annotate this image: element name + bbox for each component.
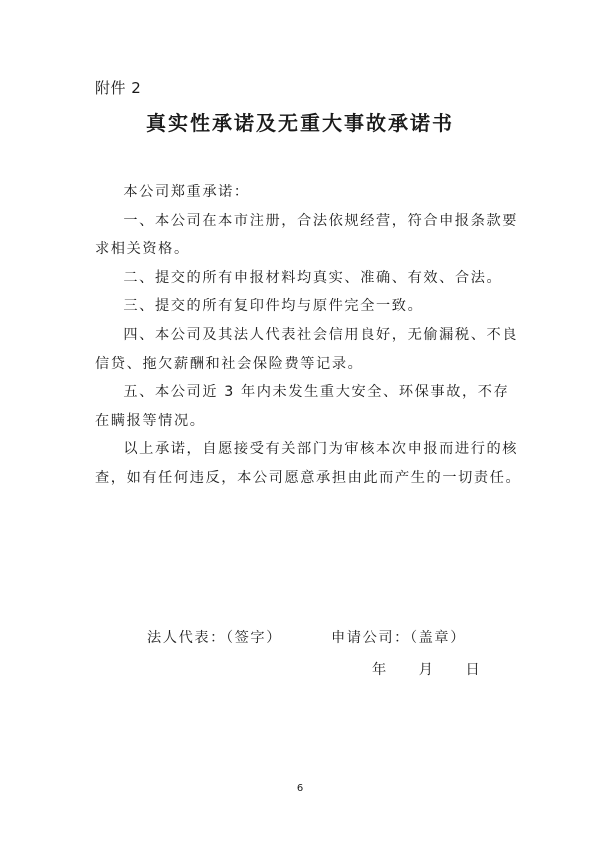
date-month: 月 (418, 662, 433, 678)
intro-line: 本公司郑重承诺： (123, 184, 250, 200)
date-line (372, 659, 494, 679)
page-number: 6 (296, 783, 304, 794)
paragraph-2: 二、提交的所有申报材料均真实、准确、有效、合法。 (123, 269, 503, 286)
document-body (95, 178, 525, 493)
paragraph-3: 三、提交的所有复印件均与原件完全一致。 (123, 298, 424, 315)
paragraph-closing: 以上承诺，自愿接受有关部门为审核本次申报而进行的核查，如有任何违反，本公司愿意承担由此而产生的一切责任。 (95, 441, 522, 486)
company-seal-label: 申请公司：（盖章） (331, 630, 466, 646)
date-year: 年 (372, 662, 387, 678)
attachment-label: 附件 2 (95, 79, 142, 97)
document-title: 真实性承诺及无重大事故承诺书 (146, 111, 454, 135)
legal-rep-signature-label: 法人代表：（签字） (147, 630, 282, 646)
paragraph-1: 一、本公司在本市注册，合法依规经营，符合申报条款要求相关资格。 (95, 212, 519, 258)
date-day: 日 (465, 662, 480, 678)
paragraph-4: 四、本公司及其法人代表社会信用良好，无偷漏税、不良信贷、拖欠薪酬和社会保险费等记录。 (95, 326, 519, 372)
paragraph-5: 五、本公司近 3 年内未发生重大安全、环保事故，不存在瞒报等情况。 (95, 384, 510, 429)
